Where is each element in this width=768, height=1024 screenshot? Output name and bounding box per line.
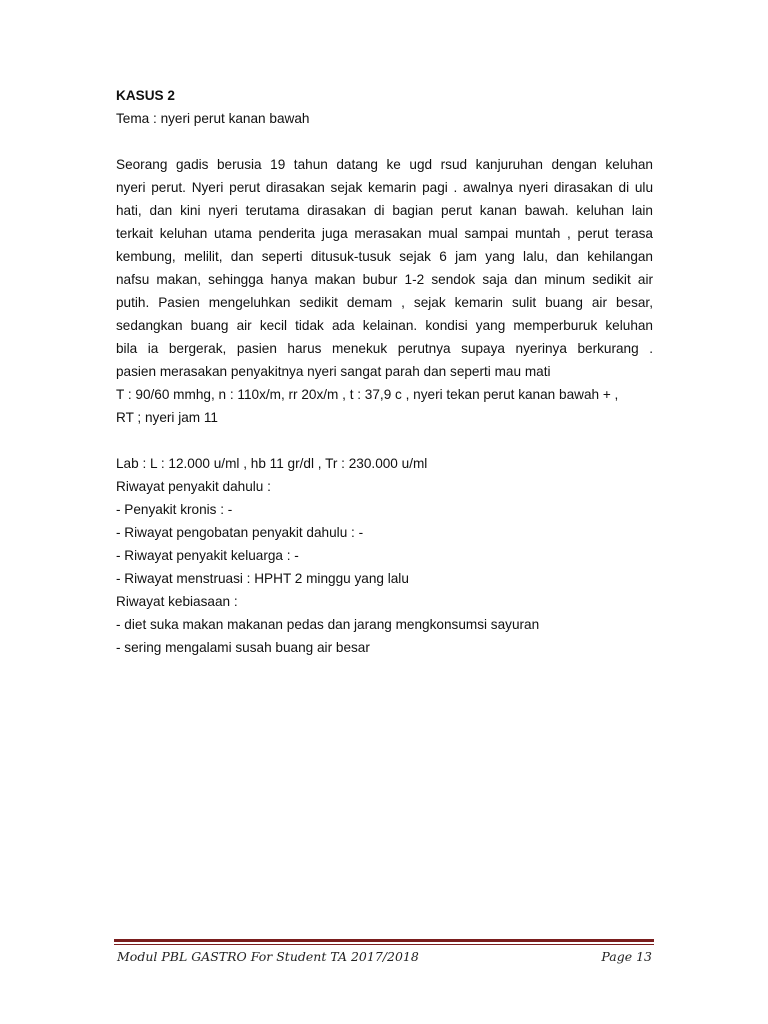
history-list [116, 475, 653, 659]
case-description-paragraph [116, 153, 653, 429]
spacer [116, 130, 653, 153]
paragraph-line: bila ia bergerak, pasien harus menekuk perutnya supaya nyerinya berkurang . [116, 341, 653, 356]
history-line: - diet suka makan makanan pedas dan jarang mengkonsumsi sayuran [116, 617, 540, 632]
history-line: - Riwayat penyakit keluarga : - [116, 548, 299, 563]
paragraph-line: terkait keluhan utama penderita juga merasakan mual sampai muntah , perut terasa [116, 226, 653, 241]
paragraph-line: pasien merasakan penyakitnya nyeri sangat parah dan seperti mau mati [116, 364, 551, 379]
paragraph-line: putih. Pasien mengeluhkan sedikit demam , sejak kemarin sulit buang air besar, [116, 295, 653, 310]
history-line: - sering mengalami susah buang air besar [116, 640, 370, 655]
footer-module-title: Modul PBL GASTRO For Student TA 2017/2018 [117, 949, 419, 964]
spacer [116, 429, 653, 452]
paragraph-line: Seorang gadis berusia 19 tahun datang ke ugd rsud kanjuruhan dengan keluhan [116, 157, 653, 172]
paragraph-line: sedangkan buang air kecil tidak ada kelainan. kondisi yang memperburuk keluhan [116, 318, 653, 333]
lab-results-line: Lab : L : 12.000 u/ml , hb 11 gr/dl , Tr : 230.000 u/ml [116, 456, 428, 471]
history-line: - Penyakit kronis : - [116, 502, 233, 517]
vital-signs-line: T : 90/60 mmhg, n : 110x/m, rr 20x/m , t : 37,9 c , nyeri tekan perut kanan bawah + , [116, 387, 619, 402]
paragraph-line: nyeri perut. Nyeri perut dirasakan sejak kemarin pagi . awalnya nyeri dirasakan di ulu [116, 180, 653, 195]
footer-rule-thick [114, 939, 654, 942]
history-line: - Riwayat pengobatan penyakit dahulu : - [116, 525, 364, 540]
case-heading: KASUS 2 [116, 88, 175, 103]
case-theme: Tema : nyeri perut kanan bawah [116, 111, 310, 126]
document-body [116, 84, 653, 659]
history-line: - Riwayat menstruasi : HPHT 2 minggu yang lalu [116, 571, 409, 586]
footer-page-number: Page 13 [601, 949, 652, 964]
paragraph-line: hati, dan kini nyeri terutama dirasakan di bagian perut kanan bawah. keluhan lain [116, 203, 653, 218]
footer-rule-thin [114, 944, 654, 945]
rectal-exam-line: RT ; nyeri jam 11 [116, 410, 218, 425]
history-line: Riwayat penyakit dahulu : [116, 479, 271, 494]
paragraph-line: nafsu makan, sehingga hanya makan bubur 1-2 sendok saja dan minum sedikit air [116, 272, 653, 287]
history-line: Riwayat kebiasaan : [116, 594, 238, 609]
paragraph-line: kembung, melilit, dan seperti ditusuk-tusuk sejak 6 jam yang lalu, dan kehilangan [116, 249, 653, 264]
